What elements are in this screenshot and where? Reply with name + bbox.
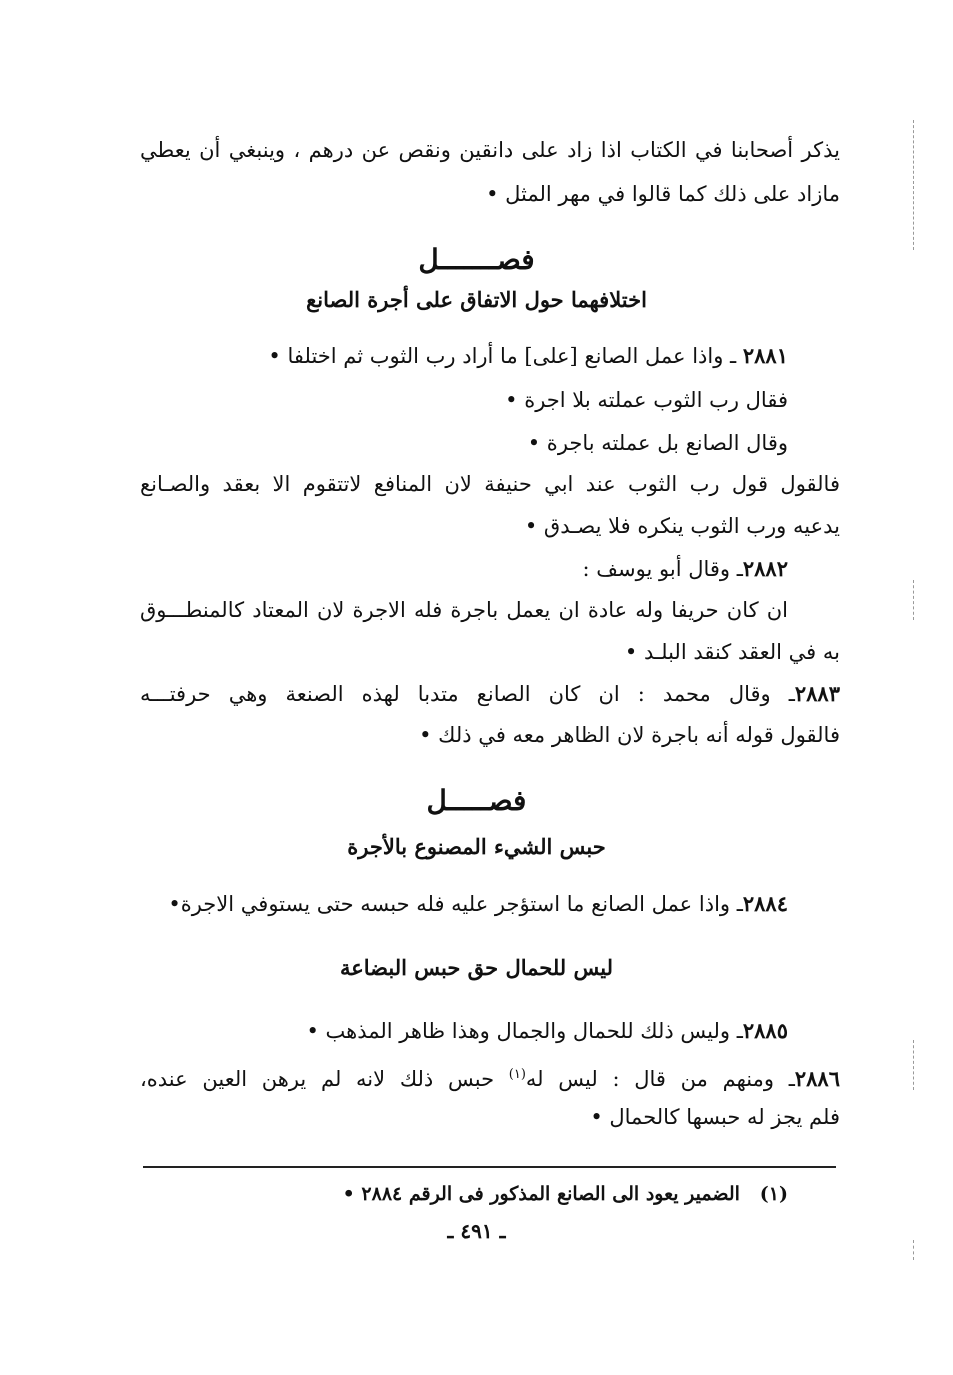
entry-number: ٢٨٨٤ <box>742 891 788 916</box>
entry-text: ـ وقال محمد : ان كان الصانع متدبا لهذه الصنعة وهي حرفتـــه <box>140 682 795 706</box>
paragraph-2882-line-3: به في العقد كنقد البلـد • <box>624 640 840 664</box>
paragraph-2886-line-2: فلم يجز له حبسها كالحمال • <box>590 1105 840 1129</box>
paragraph-2881-line-2: فقال رب الثوب عملته بلا اجرة • <box>505 388 788 412</box>
paragraph-2885 <box>138 1014 788 1048</box>
footnote-reference[interactable]: (١) <box>508 1067 526 1082</box>
entry-text: ـ واذا عمل الصانع ما استؤجر عليه فله حبسه حتى يستوفي الاجرة• <box>168 892 743 916</box>
entry-number: ٢٨٨١ <box>742 343 788 368</box>
entry-number: ٢٨٨٥ <box>742 1018 788 1043</box>
paragraph-2882 <box>138 552 788 586</box>
section-1-title: اختلافهما حول الاتفاق على أجرة الصانع <box>306 287 647 312</box>
intro-line-2: مازاد على ذلك كما قالوا في مهر المثل • <box>486 182 840 206</box>
paragraph-2882-line-2: ان كان حريفا وله عادة ان يعمل باجرة فله الاجرة لان المعتاد كالمنطـــوق <box>140 598 788 622</box>
paragraph-2883 <box>140 677 840 711</box>
paragraph-2883-line-2: فالقول قوله أنه باجرة لان الظاهر معه في ذلك • <box>419 723 840 747</box>
margin-mark <box>913 120 914 250</box>
entry-text: ـ وليس ذلك للحمال والجمال وهذا ظاهر المذهب • <box>306 1019 743 1043</box>
page-number: ـ ٤٩١ ـ <box>447 1219 506 1243</box>
entry-text: ـ وقال أبو يوسف : <box>582 557 743 581</box>
entry-number: ٢٨٨٣ <box>794 681 840 706</box>
section-2-title: حبس الشيء المصنوع بالأجرة <box>347 834 606 859</box>
paragraph-2884 <box>138 887 788 921</box>
section-2-heading: فصـــــل <box>426 784 527 817</box>
entry-text: ـ ومنهم من قال : ليس له <box>525 1067 795 1091</box>
paragraph-2881-line-5: يدعيه ورب الثوب ينكره فلا يصـدق • <box>524 514 840 538</box>
paragraph-2881 <box>138 339 788 373</box>
section-1-heading: فصـــــــل <box>418 243 535 276</box>
section-2-subtitle: ليس للحمال حق حبس البضاعة <box>339 955 613 980</box>
paragraph-2886 <box>140 1058 840 1092</box>
margin-mark <box>913 580 914 620</box>
margin-mark <box>913 1040 914 1090</box>
footnote-divider <box>143 1166 836 1168</box>
entry-number: ٢٨٨٦ <box>794 1066 840 1091</box>
footnote-marker: (١) <box>759 1183 788 1205</box>
paragraph-2881-line-4: فالقول قول رب الثوب عند ابي حنيفة لان المنافع لاتتقوم الا بعقد والصـانع <box>140 472 840 496</box>
entry-text-continued: حبس ذلك لانه لم يرهن العين عنده، <box>140 1067 509 1091</box>
footnote <box>138 1177 788 1211</box>
intro-line-1: يذكر أصحابنا في الكتاب اذا زاد على دانقين ونقص عن درهم ، وينبغي أن يعطي <box>140 138 840 162</box>
entry-number: ٢٨٨٢ <box>742 556 788 581</box>
footnote-text: الضمير يعود الى الصانع المذكور فى الرقم ٢٨٨٤ • <box>342 1183 740 1205</box>
entry-text: ـ واذا عمل الصانع [على] ما أراد رب الثوب ثم اختلفا • <box>268 344 743 368</box>
paragraph-2881-line-3: وقال الصانع بل عملته باجرة • <box>527 431 788 455</box>
